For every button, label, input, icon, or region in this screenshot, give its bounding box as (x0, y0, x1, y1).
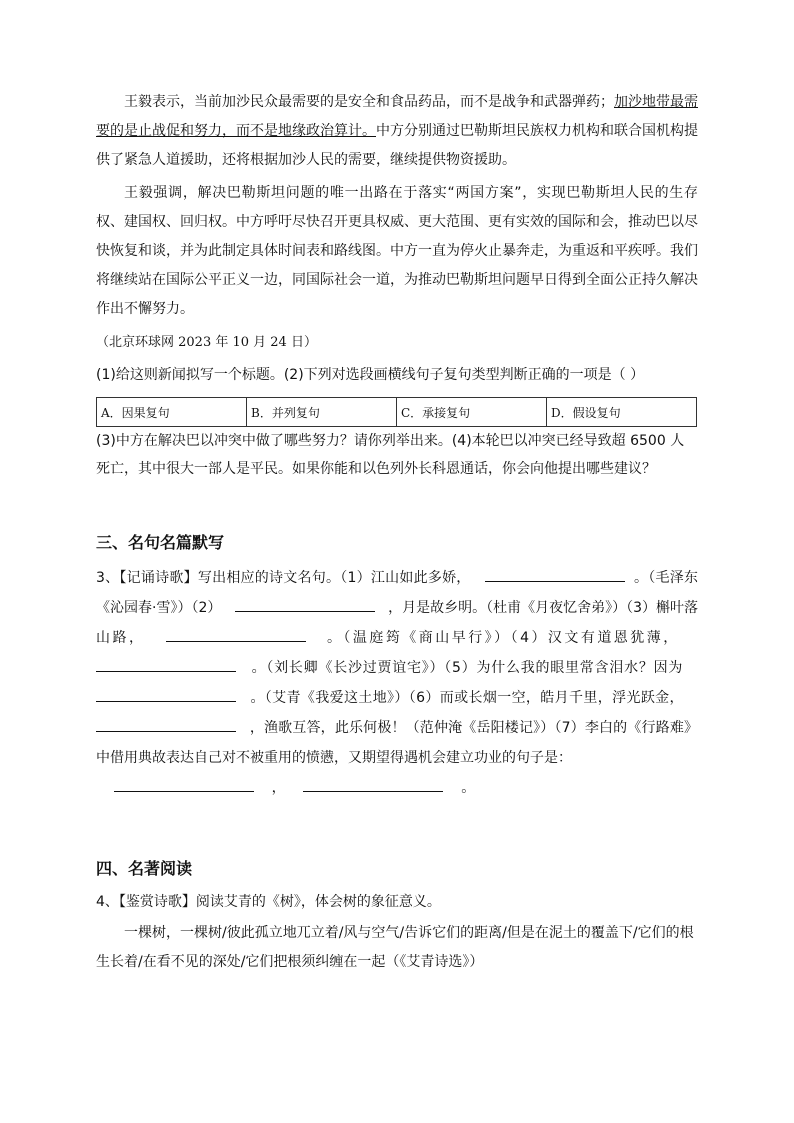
passage-paragraph-1 (96, 88, 698, 175)
option-d[interactable]: D．假设复句 (547, 398, 697, 427)
question-3 (96, 563, 698, 803)
document-page (96, 88, 698, 977)
question-text: 。（毛泽东《沁园春·雪》）（2） (96, 570, 698, 616)
question-text: 3、【记诵诗歌】写出相应的诗文名句。（1）江山如此多娇， (96, 570, 471, 586)
question-text: 。（艾青《我爱这土地》）（6）而或长烟一空，皓月千里，浮光跃金， (250, 690, 684, 706)
option-b[interactable]: B．并列复句 (247, 398, 397, 427)
poem-text: 一棵树，一棵树/彼此孤立地兀立着/风与空气/告诉它们的距离/但是在泥土的覆盖下/它们的根生长着/在看不见的深处/它们把根须纠缠在一起（《艾青诗选》） (96, 925, 694, 970)
passage-text: 王毅表示，当前加沙民众最需要的是安全和食品药品，而不是战争和武器弹药； (124, 94, 614, 110)
answer-blank[interactable] (485, 566, 625, 582)
question-text: 。（刘长卿《长沙过贾谊宅》）（5）为什么我的眼里常含泪水？因为 (251, 660, 684, 676)
question-text: ，月是故乡明。（杜甫《月夜忆舍弟》）（3）槲叶落山路， (96, 600, 699, 646)
section-3-heading: 三、名句名篇默写 (96, 533, 225, 552)
options-table (96, 397, 697, 427)
passage-paragraph-2: 王毅强调，解决巴勒斯坦问题的唯一出路在于落实“两国方案”，实现巴勒斯坦人民的生存权、建国权、回归权。中方呼吁尽快召开更具权威、更大范围、更有实效的国际和会，推动巴以尽快恢复和谈，并为此制定具体时间表和路线图。中方一直为停火止暴奔走，为重返和平疾呼。我们将继续站在国际公平正义一边，同国际社会一道，为推动巴勒斯坦问题早日得到全面公正持久解决作出不懈努力。 (96, 185, 698, 317)
news-source: （北京环球网 2023 年 10 月 24 日） (96, 335, 317, 350)
answer-blank[interactable] (96, 686, 236, 702)
question-text: ， (271, 780, 286, 796)
answer-blank[interactable] (235, 596, 375, 612)
underlined-sentence: 加沙地带最需要的是止战促和努力，而不是地缘政治算计。 (96, 94, 698, 139)
option-a[interactable]: A．因果复句 (97, 398, 247, 427)
answer-blank[interactable] (303, 776, 443, 792)
option-c[interactable]: C．承接复句 (397, 398, 547, 427)
question-text: 。（温庭筠《商山早行》）（4）汉文有道恩犹薄， (326, 630, 680, 646)
question-text: ，渔歌互答，此乐何极！（范仲淹《岳阳楼记》）（7）李白的《行路难》中借用典故表达自己对不被重用的愤懑，又期望得遇机会建立功业的句子是： (96, 720, 698, 766)
answer-blank[interactable] (114, 776, 254, 792)
question-4: 4、【鉴赏诗歌】阅读艾青的《树》，体会树的象征意义。 (96, 894, 441, 910)
answer-blank[interactable] (96, 656, 236, 672)
answer-blank[interactable] (166, 626, 306, 642)
questions-1-2: (1)给这则新闻拟写一个标题。(2)下列对选段画横线句子复句类型判断正确的一项是（ ） (96, 367, 645, 383)
passage-text: 中方分别通过巴勒斯坦民族权力机构和联合国机构提供了紧急人道援助，还将根据加沙人民的需要，继续提供物资援助。 (96, 123, 698, 168)
section-4-heading: 四、名著阅读 (96, 859, 193, 878)
questions-3-4: (3)中方在解决巴以冲突中做了哪些努力？请你列举出来。(4)本轮巴以冲突已经导致超 6500 人死亡，其中很大一部人是平民。如果你能和以色列外长科恩通话，你会向他提出哪些建议？ (96, 433, 685, 477)
answer-blank[interactable] (96, 716, 236, 732)
question-text: 。 (461, 780, 476, 796)
